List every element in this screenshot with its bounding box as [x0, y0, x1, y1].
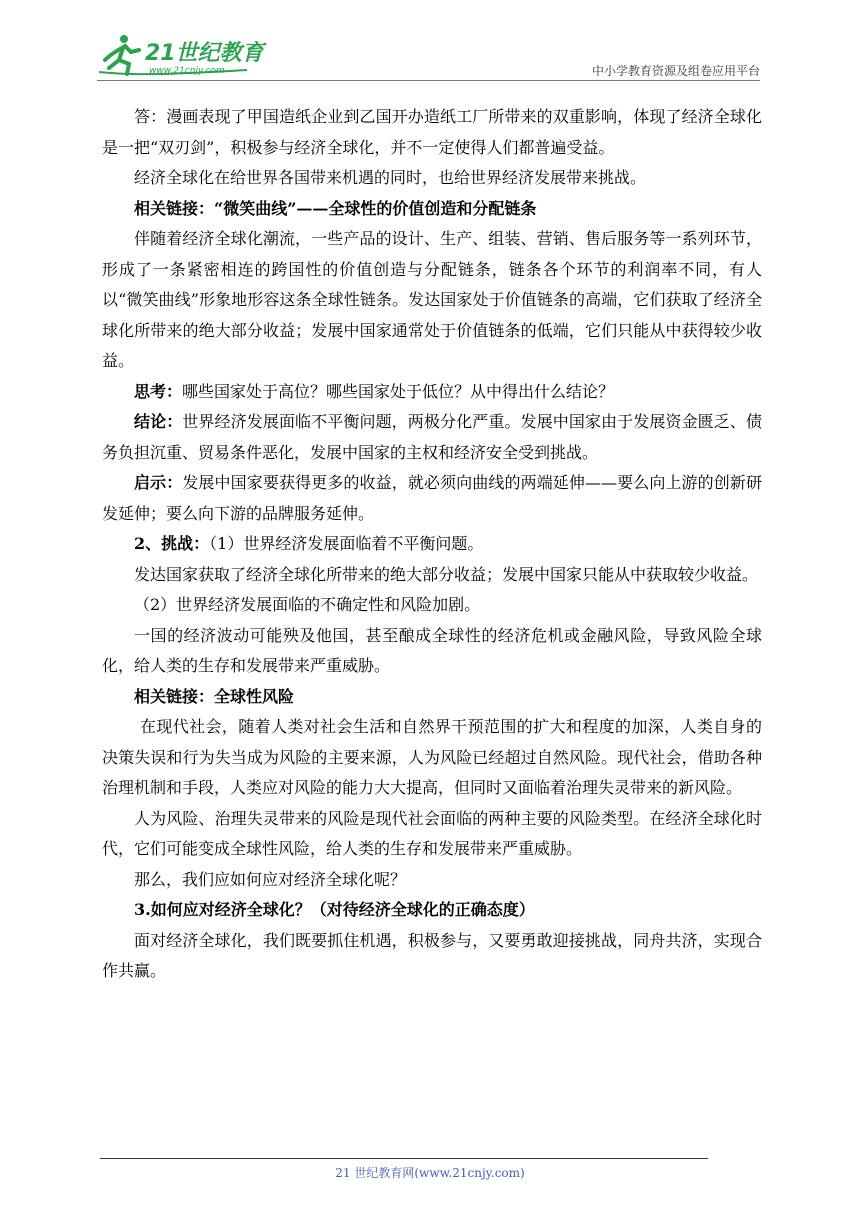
- section-heading-global-risk: 相关链接：全球性风险: [134, 686, 295, 706]
- paragraph-question: 那么，我们应如何应对经济全球化呢？: [134, 869, 407, 889]
- paragraph-insight: 启示：发展中国家要获得更多的收益，就必须向曲线的两端延伸——要么向上游的创新研发延伸；要么向下游的品牌服务延伸。: [102, 473, 762, 523]
- runner-logo-icon: [97, 30, 267, 78]
- platform-title: 中小学教育资源及组卷应用平台: [591, 64, 760, 78]
- section-heading-response: 3.如何应对经济全球化？（对待经济全球化的正确态度）: [134, 900, 535, 919]
- footer-divider: [100, 1158, 708, 1159]
- header-divider: [97, 80, 760, 81]
- svg-text:www.21cnjy.com: www.21cnjy.com: [149, 66, 225, 76]
- footer-text: 21 世纪教育网(www.21cnjy.com): [335, 1166, 525, 1180]
- paragraph-challenge-2: （2）世界经济发展面临的不确定性和风险加剧。: [134, 595, 481, 614]
- paragraph-challenge-1: 2、挑战：（1）世界经济发展面临着不平衡问题。: [134, 534, 484, 553]
- paragraph-modern-risk: 在现代社会，随着人类对社会生活和自然界干预范围的扩大和程度的加深，人类自身的决策失误和行为失当成为风险的主要来源，人为风险已经超过自然风险。现代社会，借助各种治理机制和手段，人类应对风险的能力大大提高，但同时又面临着治理失灵带来的新风险。: [102, 717, 762, 797]
- paragraph-answer: 答：漫画表现了甲国造纸企业到乙国开办造纸工厂所带来的双重影响，体现了经济全球化是一把“双刃剑”，积极参与经济全球化，并不一定使得人们都普遍受益。: [102, 107, 762, 157]
- page-header: [97, 30, 760, 80]
- paragraph-response: 面对经济全球化，我们既要抓住机遇，积极参与，又要勇敢迎接挑战，同舟共济，实现合作共赢。: [102, 930, 762, 980]
- section-heading-smile-curve: 相关链接：“微笑曲线”——全球性的价值创造和分配链条: [134, 198, 537, 218]
- svg-text:21世纪教育: 21世纪教育: [145, 41, 264, 66]
- paragraph-risk-types: 人为风险、治理失灵带来的风险是现代社会面临的两种主要的风险类型。在经济全球化时代，它们可能变成全球性风险，给人类的生存和发展带来严重威胁。: [102, 808, 762, 858]
- paragraph-unbalanced: 发达国家获取了经济全球化所带来的绝大部分收益；发展中国家只能从中获取较少收益。: [134, 564, 759, 584]
- paragraph-smile-curve: 伴随着经济全球化潮流，一些产品的设计、生产、组装、营销、售后服务等一系列环节，形成了一条紧密相连的跨国性的价值创造与分配链条，链条各个环节的利润率不同，有人以“微笑曲线”形象地形容这条全球性链条。发达国家处于价值链条的高端，它们获取了经济全球化所带来的绝大部分收益；发展中国家通常处于价值链条的低端，它们只能从中获得较少收益。: [102, 229, 762, 370]
- document-body: [102, 102, 762, 987]
- paragraph-think: 思考：哪些国家处于高位？哪些国家处于低位？从中得出什么结论？: [134, 381, 615, 401]
- paragraph-risk: 一国的经济波动可能殃及他国，甚至酿成全球性的经济危机或金融风险，导致风险全球化，给人类的生存和发展带来严重威胁。: [102, 625, 762, 675]
- paragraph-conclusion: 结论：世界经济发展面临不平衡问题，两极分化严重。发展中国家由于发展资金匮乏、债务负担沉重、贸易条件恶化，发展中国家的主权和经济安全受到挑战。: [102, 412, 762, 462]
- logo: [97, 30, 267, 78]
- paragraph-challenge-intro: 经济全球化在给世界各国带来机遇的同时，也给世界经济发展带来挑战。: [134, 168, 647, 187]
